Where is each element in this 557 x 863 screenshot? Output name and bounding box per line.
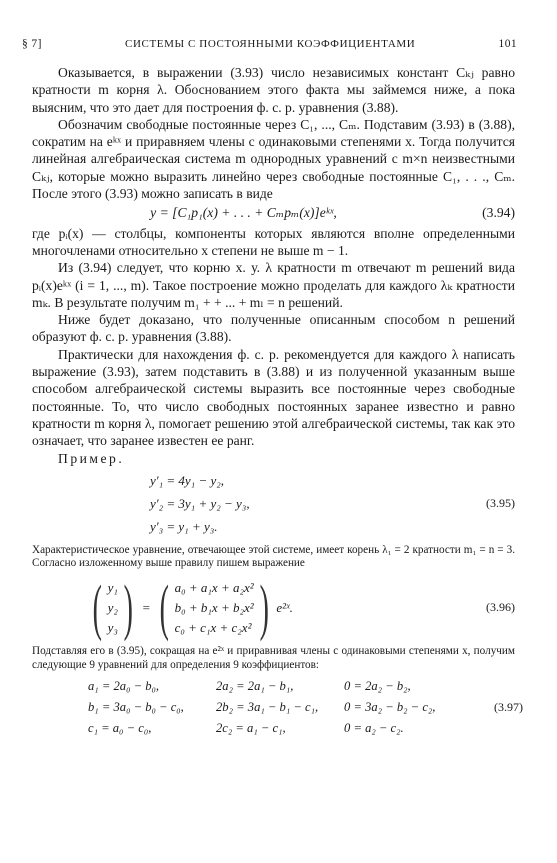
paragraph: Из (3.94) следует, что корню х. у. λ кратности m отвечают m решений вида pᵢ(x)eᵏˣ (i = 1, ..., m). Такое построение можно проделать для каждого λₖ кратности mₖ. В результате получим m₁ + + ... + mₗ = n решений.	[32, 260, 515, 310]
equation: 2c₂ = a₁ − c₁,	[216, 721, 286, 736]
example-label: Пример.	[58, 450, 125, 466]
equation: c₁ = a₀ − c₀,	[88, 721, 152, 736]
left-paren: (	[159, 574, 169, 643]
paragraph: где pᵢ(x) — столбцы, компоненты которых являются вполне определенными многочленами относительно x степени не выше m − 1.	[32, 225, 515, 258]
equation-line: y′₁ = 4y₁ − y₂,	[150, 472, 225, 488]
right-paren: )	[259, 574, 269, 643]
formula-number: (3.95)	[486, 495, 515, 510]
running-title: СИСТЕМЫ С ПОСТОЯННЫМИ КОЭФФИЦИЕНТАМИ	[125, 38, 416, 50]
equation-line: y′₂ = 3y₁ + y₂ − y₃,	[150, 495, 250, 511]
paragraph: Характеристическое уравнение, отвечающее этой системе, имеет корень λ₁ = 2 кратности m₁ = n = 3. Согласно изложенному выше правилу пишем выражение	[32, 543, 515, 570]
vector-entry: y₁	[107, 580, 118, 596]
equation-line: y′₃ = y₁ + y₃.	[150, 518, 218, 534]
vector-entry: y₃	[107, 620, 118, 636]
page-header	[22, 38, 517, 50]
vector-y	[108, 578, 118, 638]
equation: 2a₂ = 2a₁ − b₁,	[216, 679, 294, 694]
vector-entry: c₀ + c₁x + c₂x²	[174, 620, 252, 636]
formula-number: (3.94)	[482, 205, 515, 221]
equals-sign: =	[142, 600, 150, 616]
left-paren: (	[92, 574, 102, 643]
page-number: 101	[498, 38, 517, 50]
equation: 0 = 3a₂ − b₂ − c₂,	[344, 700, 436, 715]
paragraph: Обозначим свободные постоянные через C₁, ..., Cₘ. Подставим (3.93) в (3.88), сократим на eᵏˣ и приравняем члены с одинаковыми степенями x. Тогда получится линейная алгебраическая система m однородных уравнений с m×n неизвестными Cₖⱼ, которые можно выразить линейно через свободные постоянные C₁, . . ., Cₘ. После этого (3.93) можно записать в виде	[32, 116, 515, 202]
equations-3-97	[88, 676, 523, 739]
paragraph: Ниже будет доказано, что полученные описанным способом n решений образуют ф. с. р. уравнения (3.88).	[32, 312, 515, 345]
vector-entry: b₀ + b₁x + b₂x²	[174, 600, 254, 616]
equation: 0 = 2a₂ − b₂,	[344, 679, 411, 694]
equation: a₁ = 2a₀ − b₀,	[88, 679, 160, 694]
equation: 2b₂ = 3a₁ − b₁ − c₁,	[216, 700, 319, 715]
formula-number: (3.96)	[486, 600, 515, 615]
exponential-factor: e²ˣ.	[276, 600, 293, 616]
vector-entry: a₀ + a₁x + a₂x²	[174, 580, 254, 596]
formula-number: (3.97)	[494, 700, 523, 715]
equation: b₁ = 3a₀ − b₀ − c₀,	[88, 700, 184, 715]
vector-entry: y₂	[107, 600, 118, 616]
paragraph: Подставляя его в (3.95), сокращая на e²ˣ и приравнивая члены с одинаковыми степенями x, получим следующие 9 уравнений для определения 9 коэффициентов:	[32, 645, 515, 671]
formula-3-94	[32, 204, 515, 221]
page-body	[32, 64, 523, 739]
section-number: § 7]	[22, 38, 42, 50]
formula-3-96	[32, 574, 515, 643]
formula-expression: y = [C₁p₁(x) + . . . + Cₘpₘ(x)]eᵏˣ,	[150, 205, 337, 221]
paragraph: Практически для нахождения ф. с. р. рекомендуется для каждого λ написать выражение (3.93), затем подставить в (3.88) и из полученной указанным выше способом алгебраической системы выразить все постоянные через свободные постоянные. То, что число свободных постоянных заранее известно и равно кратности m корня λ, помогает решению этой алгебраической системы, так как это означает, что заранее известен ее ранг.	[32, 346, 515, 449]
equation: 0 = a₂ − c₂.	[344, 721, 404, 736]
system-3-95	[32, 469, 515, 538]
right-paren: )	[123, 574, 133, 643]
paragraph: Оказывается, в выражении (3.93) число независимых констант Cₖⱼ равно кратности m корня λ. Обоснованием этого факта мы займемся ниже, а пока выясним, что это дает для построения ф. с. р. уравнения (3.88).	[32, 65, 515, 115]
vector-polynomials	[175, 578, 254, 638]
